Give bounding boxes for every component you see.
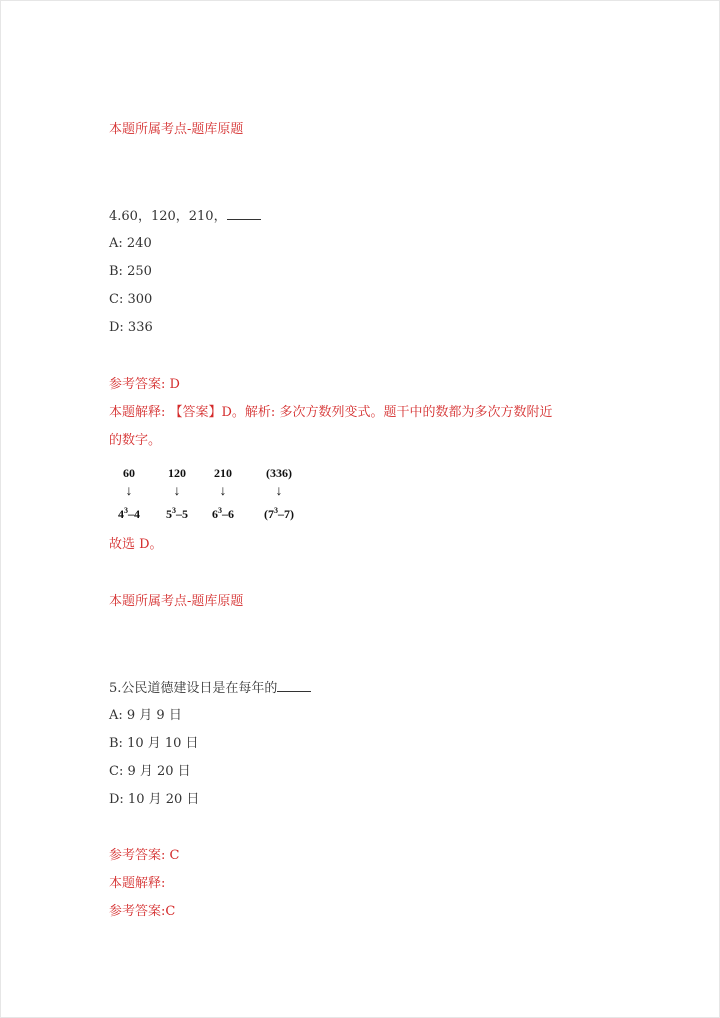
question-5-stem [109,679,311,698]
question-4-option-b: B: 250 [109,264,152,279]
answer-blank [227,207,261,220]
question-4-stem [109,207,261,226]
question-5-answer: 参考答案: C [109,848,180,863]
question-5-option-b: B: 10 月 10 日 [109,736,199,751]
diagram-bottom-expression: $6^3-6$ [212,506,234,521]
down-arrow-icon: ↓ [219,484,227,499]
question-5-option-d: D: 10 月 20 日 [109,792,200,807]
question-4-conclusion: 故选 D。 [109,537,163,552]
diagram-column-2 [153,464,201,520]
question-4-option-d: D: 336 [109,320,153,335]
down-arrow-icon: ↓ [275,484,283,499]
down-arrow-icon: ↓ [173,484,181,499]
diagram-column-4 [253,464,305,520]
diagram-bottom-expression: $5^3-5$ [166,506,188,521]
question-4-option-c: C: 300 [109,292,153,307]
question-5-explanation: 本题解释: [109,876,166,891]
question-5-option-c: C: 9 月 20 日 [109,764,191,779]
previous-question-source: 本题所属考点-题库原题 [109,122,244,137]
diagram-top-value: 120 [168,466,186,480]
diagram-top-value: 210 [214,466,232,480]
diagram-column-1 [105,464,153,520]
question-5-stem-text: 5.公民道德建设日是在每年的 [109,681,278,696]
question-4-answer: 参考答案: D [109,377,180,392]
question-4-explanation-line-2: 的数字。 [109,433,162,448]
diagram-top-value: (336) [266,466,292,480]
diagram-top-value: 60 [123,466,135,480]
diagram-bottom-expression: $(7^3-7)$ [264,506,294,521]
answer-blank [277,679,311,692]
question-5-option-a: A: 9 月 9 日 [109,708,182,723]
question-4-explanation-line-1: 本题解释: 【答案】D。解析: 多次方数列变式。题干中的数都为多次方数附近 [109,405,553,420]
question-5-answer-repeat: 参考答案:C [109,904,176,919]
power-sequence-diagram [109,464,309,524]
question-4-source: 本题所属考点-题库原题 [109,594,244,609]
diagram-bottom-expression: $4^3-4$ [118,506,140,521]
down-arrow-icon: ↓ [125,484,133,499]
diagram-column-3 [199,464,247,520]
question-4-option-a: A: 240 [109,236,152,251]
question-4-stem-text: 4.60，120，210， [109,209,227,224]
